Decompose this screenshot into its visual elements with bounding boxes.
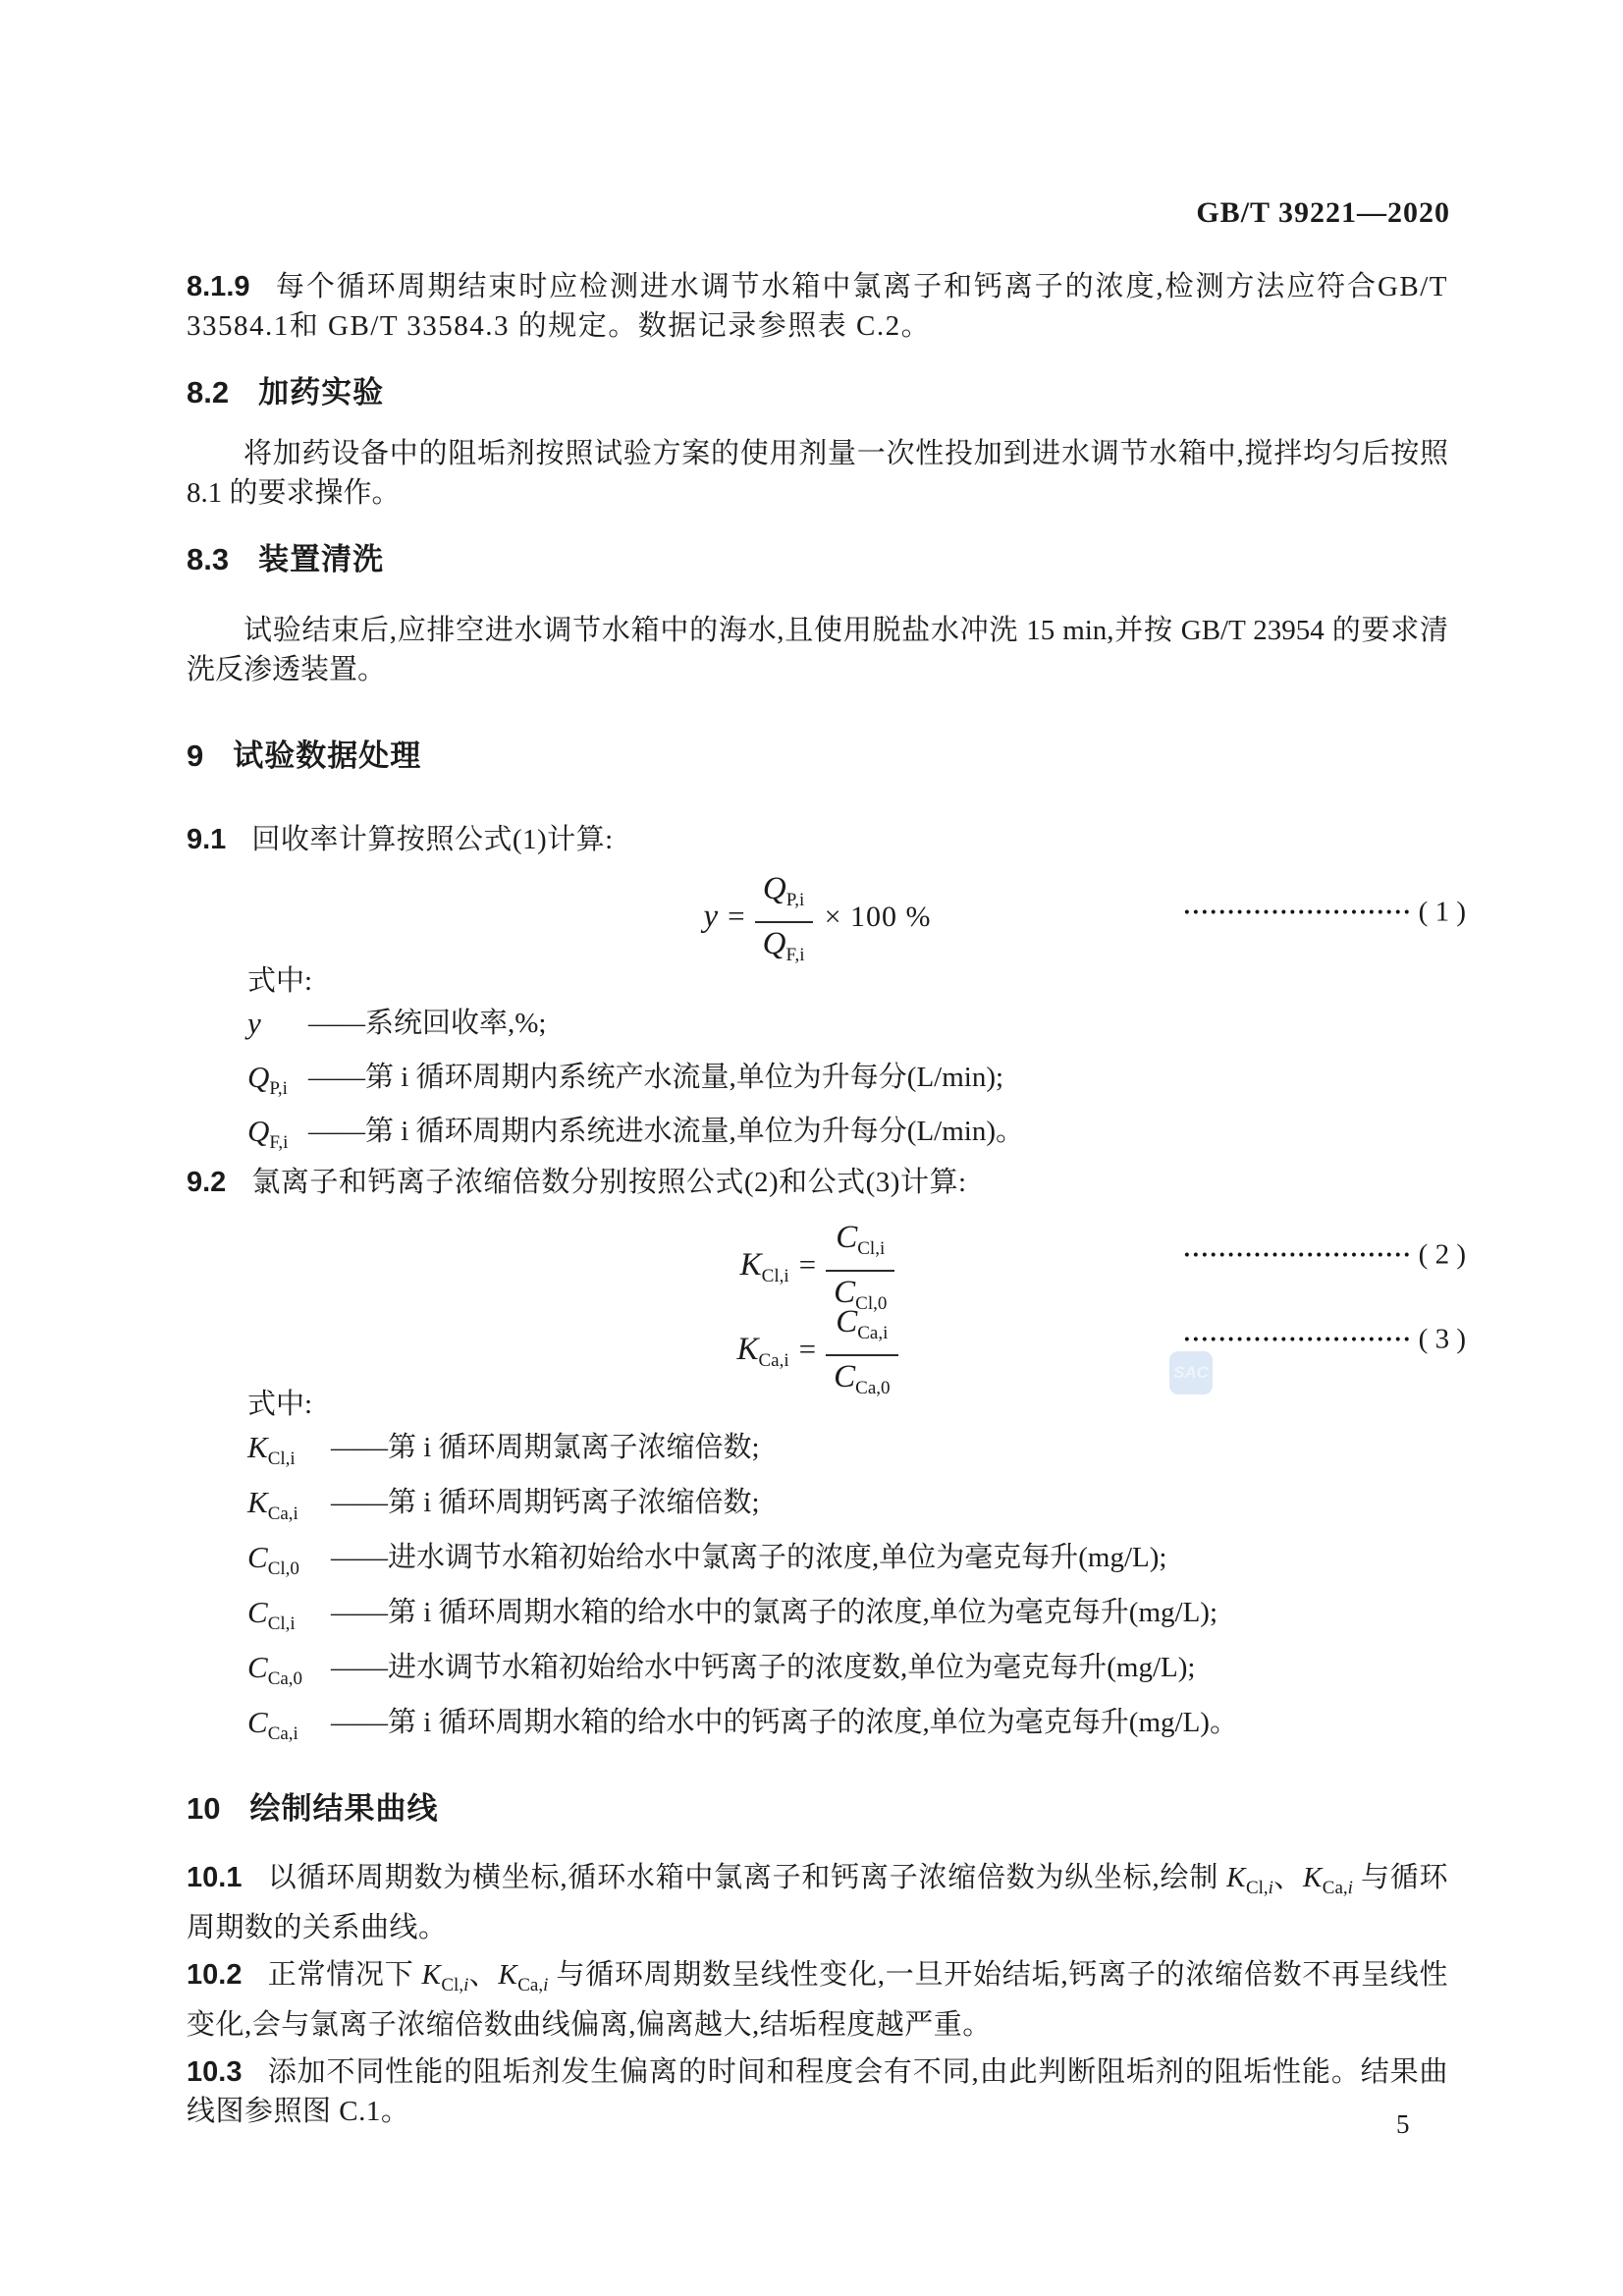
clause-text: 氯离子和钙离子浓缩倍数分别按照公式(2)和公式(3)计算: (251, 1167, 967, 1198)
definition-row: $Q_{P,i}$ —— 第 i 循环周期内系统产水流量,单位为升每分(L/min); (187, 1058, 1448, 1109)
definition-row: $K_{Ca,i}$ —— 第 i 循环周期钙离子浓缩倍数; (187, 1483, 1448, 1534)
clause-number: 8.1.9 (187, 271, 250, 302)
dot-leader: •••••••••••••••••••••••••• (1183, 1245, 1413, 1265)
formula-2-number: •••••••••••••••••••••••••• ( 2 ) (1183, 1238, 1466, 1271)
dot-leader: •••••••••••••••••••••••••• (1183, 1330, 1413, 1349)
heading-number: 8.2 (187, 375, 230, 410)
symbol-definitions-2 (187, 1428, 1448, 1754)
heading-9 (187, 735, 1448, 778)
clause-10-3-paragraph (187, 2052, 1448, 2131)
clause-text: 正常情况下 $K_{Cl,i}$、$K_{Ca,i}$ 与循环周期数呈线性变化,一旦开始结垢,钙离子的浓缩倍数不再呈线性变化,会与氯离子浓缩倍数曲线偏离,偏离越大,结垢程度越严重。 (187, 1959, 1448, 2041)
clause-9-1-paragraph (187, 820, 1448, 859)
formula-3-number: •••••••••••••••••••••••••• ( 3 ) (1183, 1323, 1466, 1355)
definition-row: y —— 系统回收率,%; (187, 1004, 1448, 1055)
definition-dash: —— (308, 1062, 365, 1093)
definition-dash: —— (331, 1487, 388, 1518)
formula-1-math (704, 871, 932, 973)
heading-8-2 (187, 371, 1448, 414)
equals-sign: = (798, 1331, 817, 1366)
definition-row: $C_{Ca,0}$ —— 进水调节水箱初始给水中钙离子的浓度数,单位为毫克每升(mg/L); (187, 1648, 1448, 1699)
clause-text: 以循环周期数为横坐标,循环水箱中氯离子和钙离子浓缩倍数为纵坐标,绘制 $K_{Cl,i}$、$K_{Ca,i}$ 与循环周期数的关系曲线。 (187, 1862, 1448, 1943)
definition-dash: —— (331, 1652, 388, 1683)
dot-leader: •••••••••••••••••••••••••• (1183, 902, 1413, 922)
page-content (187, 0, 1466, 2131)
formula-lhs: y (703, 898, 719, 934)
heading-title: 加药实验 (258, 375, 385, 410)
formula-lhs: K (739, 1246, 762, 1283)
formula-lhs: K (736, 1331, 759, 1367)
where-label: 式中: (247, 1389, 313, 1420)
definition-row: $Q_{F,i}$ —— 第 i 循环周期内系统进水流量,单位为升每分(L/min)。 (187, 1112, 1448, 1163)
clause-8-3-paragraph: 试验结束后,应排空进水调节水箱中的海水,且使用脱盐水冲洗 15 min,并按 GB/T 23954 的要求清洗反渗透装置。 (187, 615, 1448, 685)
definition-row: $C_{Cl,i}$ —— 第 i 循环周期水箱的给水中的氯离子的浓度,单位为毫克每升(mg/L); (187, 1593, 1448, 1644)
heading-title: 绘制结果曲线 (249, 1791, 439, 1826)
definition-dash: —— (331, 1542, 388, 1573)
clause-10-2-paragraph (187, 1955, 1448, 2045)
heading-title: 试验数据处理 (233, 738, 422, 773)
formula-1 (187, 867, 1466, 965)
clause-text: 回收率计算按照公式(1)计算: (251, 824, 614, 855)
heading-title: 装置清洗 (258, 542, 385, 576)
clause-text: 添加不同性能的阻垢剂发生偏离的时间和程度会有不同,由此判断阻垢剂的阻垢性能。结果曲线图参照图 C.1。 (187, 2056, 1448, 2127)
fraction: $\frac{C_{Cl,i}}{C_{Cl,0}}$ (826, 1220, 894, 1322)
clause-number: 9.2 (187, 1167, 227, 1198)
heading-number: 9 (187, 738, 204, 773)
formula-3 (187, 1300, 1466, 1398)
formula-2-math: $K_{Cl,i}$ = $\frac{C_{Cl,i}}{C_{Cl,0}}$ (740, 1220, 895, 1322)
clause-number: 10.3 (187, 2056, 243, 2088)
fraction: $\frac{C_{Ca,i}}{C_{Ca,0}}$ (826, 1304, 897, 1406)
where-label: 式中: (247, 965, 313, 997)
definition-dash: —— (308, 1008, 365, 1039)
equals-sign: = (798, 1246, 817, 1282)
running-head-doc-number: GB/T 39221—2020 (1196, 196, 1450, 229)
clause-8-2-paragraph: 将加药设备中的阻垢剂按照试验方案的使用剂量一次性投加到进水调节水箱中,搅拌均匀后按照8.1 的要求操作。 (187, 438, 1448, 509)
clause-text: 每个循环周期结束时应检测进水调节水箱中氯离子和钙离子的浓度,检测方法应符合GB/T 33584.1和 GB/T 33584.3 的规定。数据记录参照表 C.2。 (187, 271, 1448, 342)
definition-row: $C_{Cl,0}$ —— 进水调节水箱初始给水中氯离子的浓度,单位为毫克每升(mg/L); (187, 1538, 1448, 1589)
heading-10 (187, 1787, 1448, 1831)
heading-8-3 (187, 538, 1448, 581)
formula-2 (187, 1216, 1466, 1314)
definition-dash: —— (331, 1597, 388, 1628)
definition-row: $K_{Cl,i}$ —— 第 i 循环周期氯离子浓缩倍数; (187, 1428, 1448, 1479)
definition-dash: —— (308, 1116, 365, 1147)
heading-number: 10 (187, 1791, 221, 1826)
equals-sign: = (728, 898, 745, 933)
clause-10-1-paragraph (187, 1858, 1448, 1947)
formula-suffix: × 100 % (824, 900, 932, 933)
clause-8-1-9-paragraph (187, 267, 1448, 346)
sac-watermark-text: SAC (1173, 1363, 1209, 1382)
definition-dash: —— (331, 1707, 388, 1738)
symbol-definitions-1 (187, 1004, 1448, 1163)
sac-watermark (1169, 1351, 1213, 1394)
clause-number: 10.1 (187, 1862, 243, 1893)
formula-3-math: $K_{Ca,i}$ = $\frac{C_{Ca,i}}{C_{Ca,0}}$ (736, 1304, 897, 1406)
formula-1-number: •••••••••••••••••••••••••• ( 1 ) (1183, 896, 1466, 928)
definition-row: $C_{Ca,i}$ —— 第 i 循环周期水箱的给水中的钙离子的浓度,单位为毫克每升(mg/L)。 (187, 1703, 1448, 1754)
fraction: $\frac{Q_{P,i}}{Q_{F,i}}$ (755, 871, 813, 973)
heading-number: 8.3 (187, 542, 230, 576)
clause-number: 9.1 (187, 824, 227, 855)
clause-9-2-paragraph (187, 1163, 1448, 1202)
definition-dash: —— (331, 1432, 388, 1463)
page-number: 5 (1396, 2109, 1410, 2139)
clause-number: 10.2 (187, 1959, 243, 1991)
